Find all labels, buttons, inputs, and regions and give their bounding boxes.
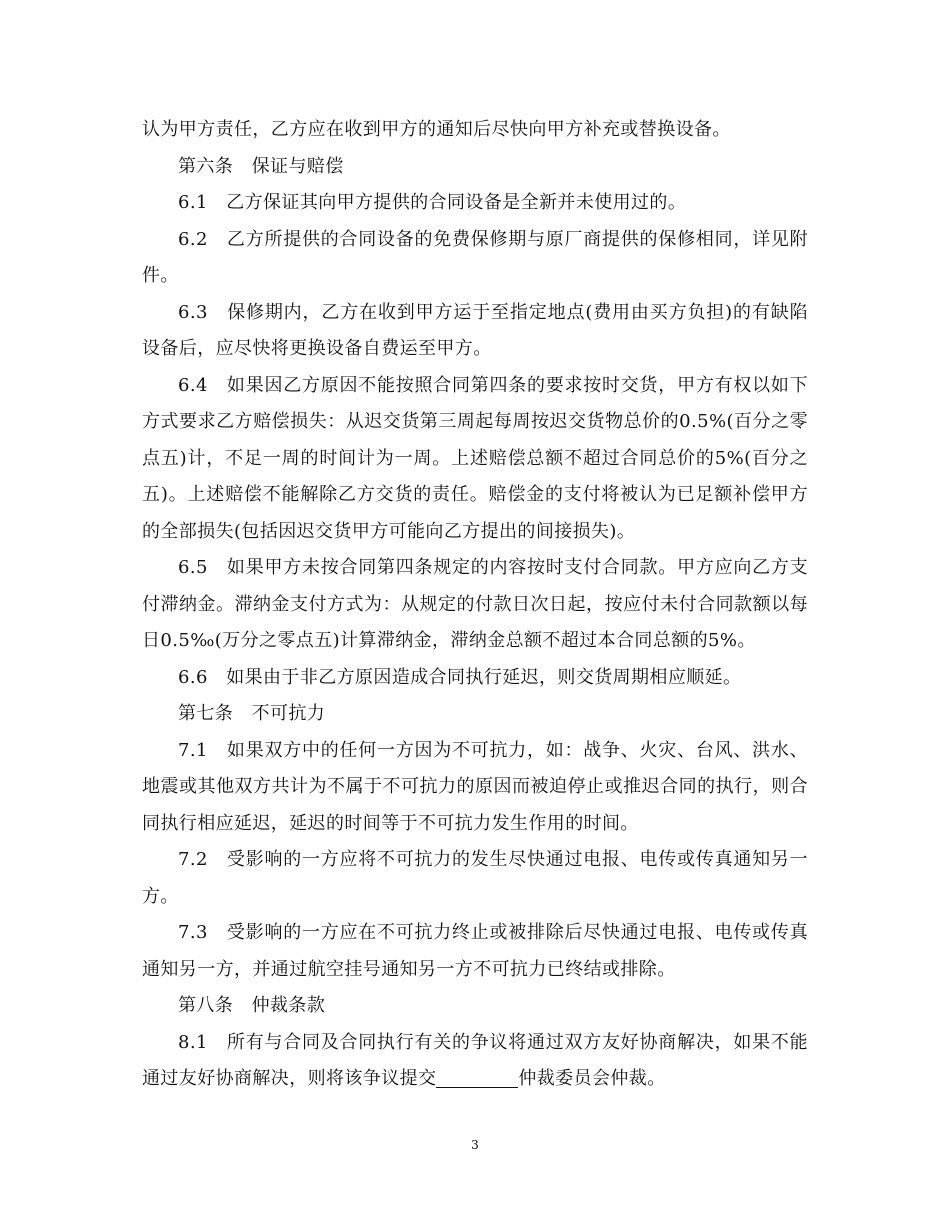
clause-7-3: 7.3 受影响的一方应在不可抗力终止或被排除后尽快通过电报、电传或传真通知另一方，并通过航空挂号通知另一方不可抗力已终结或排除。 (142, 922, 808, 980)
clause-6-4: 6.4 如果因乙方原因不能按照合同第四条的要求按时交货，甲方有权以如下方式要求乙方赔偿损失：从迟交货第三周起每周按迟交货物总价的0.5%(百分之零点五)计，不足一周的时间计为一周。上述赔偿总额不超过合同总价的5%(百分之五)。上述赔偿不能解除乙方交货的责任。赔偿金的支付将被认为已足额补偿甲方的全部损失(包括因迟交货甲方可能向乙方提出的间接损失)。 (142, 374, 808, 542)
page-number: 3 (471, 1138, 479, 1152)
article-8-heading: 第八条 仲裁条款 (178, 995, 326, 1016)
clause-8-1-text-before: 8.1 所有与合同及合同执行有关的争议将通过双方友好协商解决，如果不能通过友好协商解决，则将该争议提交 (142, 1031, 808, 1089)
clause-8-1 (142, 1025, 808, 1098)
article-6-heading: 第六条 保证与赔偿 (178, 155, 344, 177)
clause-6-1: 6.1 乙方保证其向甲方提供的合同设备是全新并未使用过的。 (178, 192, 687, 213)
arbitration-blank-line (436, 1086, 518, 1088)
clause-6-3: 6.3 保修期内，乙方在收到甲方运于至指定地点(费用由买方负担)的有缺陷设备后，应尽快将更换设备自费运至甲方。 (142, 301, 808, 359)
clause-7-1: 7.1 如果双方中的任何一方因为不可抗力，如：战争、火灾、台风、洪水、地震或其他双方共计为不属于不可抗力的原因而被迫停止或推迟合同的执行，则合同执行相应延迟，延迟的时间等于不可抗力发生作用的时间。 (142, 739, 808, 834)
article-7-heading: 第七条 不可抗力 (178, 703, 326, 724)
paragraph-continuation: 认为甲方责任，乙方应在收到甲方的通知后尽快向甲方补充或替换设备。 (142, 119, 731, 140)
document-body (142, 112, 808, 1098)
clause-7-2: 7.2 受影响的一方应将不可抗力的发生尽快通过电报、电传或传真通知另一方。 (142, 849, 808, 907)
clause-8-1-text-after: 仲裁委员会仲裁。 (518, 1068, 666, 1089)
clause-6-2: 6.2 乙方所提供的合同设备的免费保修期与原厂商提供的保修相同，详见附件。 (142, 228, 808, 286)
clause-6-5: 6.5 如果甲方未按合同第四条规定的内容按时支付合同款。甲方应向乙方支付滞纳金。滞纳金支付方式为：从规定的付款日次日起，按应付未付合同款额以每日0.5‰(万分之零点五)计算滞纳金，滞纳金总额不超过本合同总额的5%。 (142, 557, 808, 651)
clause-6-6: 6.6 如果由于非乙方原因造成合同执行延迟，则交货周期相应顺延。 (178, 666, 742, 688)
